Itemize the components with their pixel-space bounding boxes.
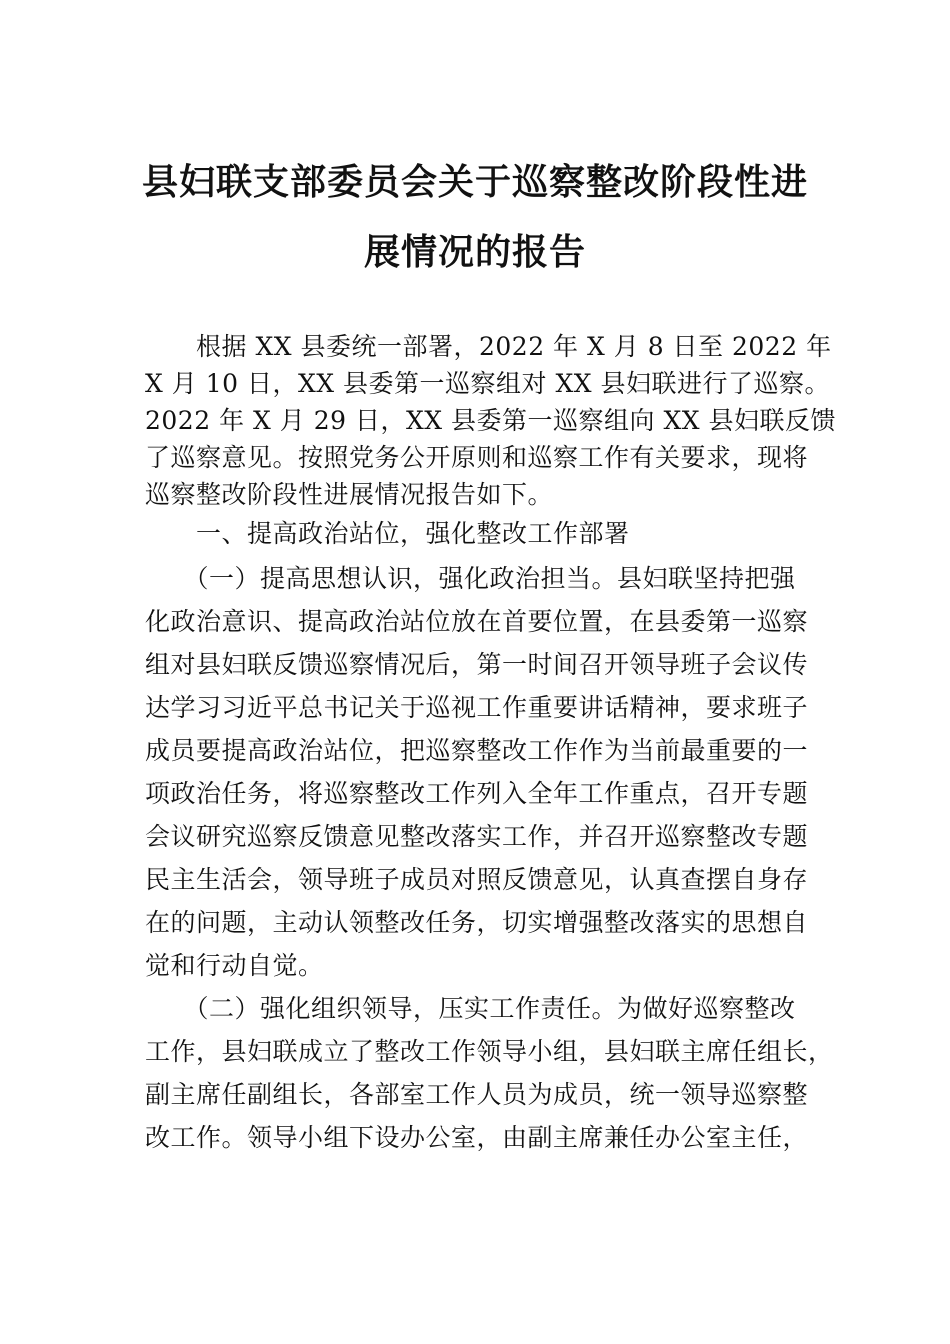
body-line: 2022 年 X 月 29 日，XX 县委第一巡察组向 XX 县妇联反馈 [145, 406, 836, 435]
body-line: 项政治任务，将巡察整改工作列入全年工作重点，召开专题 [145, 779, 809, 808]
document-title-line-2: 展情况的报告 [363, 231, 586, 273]
body-line: 工作，县妇联成立了整改工作领导小组，县妇联主席任组长， [145, 1037, 834, 1066]
body-line: 成员要提高政治站位，把巡察整改工作作为当前最重要的一 [145, 736, 809, 765]
body-line: 组对县妇联反馈巡察情况后，第一时间召开领导班子会议传 [145, 650, 809, 679]
body-line: 了巡察意见。按照党务公开原则和巡察工作有关要求，现将 [145, 443, 809, 472]
body-line: 在的问题，主动认领整改任务，切实增强整改落实的思想自 [145, 908, 809, 937]
body-line: 副主席任副组长，各部室工作人员为成员，统一领导巡察整 [145, 1080, 809, 1109]
body-line: 会议研究巡察反馈意见整改落实工作，并召开巡察整改专题 [145, 822, 809, 851]
body-line: 觉和行动自觉。 [145, 951, 324, 980]
section-heading: 一、提高政治站位，强化整改工作部署 [145, 519, 630, 548]
body-line: 巡察整改阶段性进展情况报告如下。 [145, 480, 554, 509]
body-line: 改工作。领导小组下设办公室，由副主席兼任办公室主任， [145, 1123, 809, 1152]
document-title-line-1: 县妇联支部委员会关于巡察整改阶段性进 [141, 161, 808, 203]
body-line: 化政治意识、提高政治站位放在首要位置，在县委第一巡察 [145, 607, 809, 636]
body-line: （一）提高思想认识，强化政治担当。县妇联坚持把强 [145, 564, 796, 593]
body-line: X 月 10 日，XX 县委第一巡察组对 XX 县妇联进行了巡察。 [145, 369, 830, 398]
body-line: （二）强化组织领导，压实工作责任。为做好巡察整改 [145, 994, 796, 1023]
body-line: 达学习习近平总书记关于巡视工作重要讲话精神，要求班子 [145, 693, 809, 722]
body-line: 民主生活会，领导班子成员对照反馈意见，认真查摆自身存 [145, 865, 809, 894]
body-line: 根据 XX 县委统一部署，2022 年 X 月 8 日至 2022 年 [145, 332, 832, 361]
